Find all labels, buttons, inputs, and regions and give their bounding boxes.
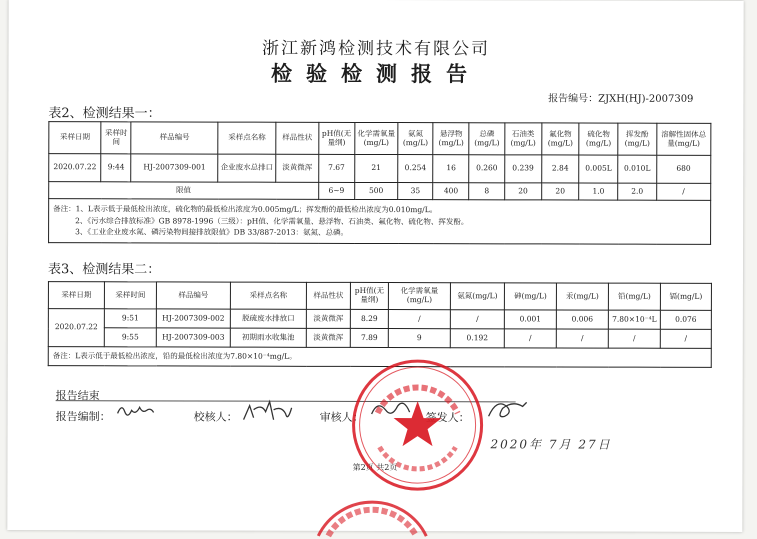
limit-cell: 6~9 [318,182,354,199]
header-cell: pH值(无量纲) [318,122,354,154]
cell: 2020.07.22 [49,154,101,182]
header-cell: 镉(mg/L) [660,283,711,310]
cell: 0.260 [469,155,504,183]
header-cell: 化学需氧量(mg/L) [355,122,398,154]
compiler-signature [116,401,156,419]
approver-label: 签发人： [425,411,470,425]
limit-cell: 20 [504,183,541,200]
cell: 7.80×10⁻⁴L [608,310,660,329]
cell: 0.010L [618,155,656,183]
cell: 淡黄微浑 [306,309,350,328]
header-cell: 采样点名称 [230,282,306,309]
header-cell: 总磷(mg/L) [469,123,504,155]
header-cell: 石油类(mg/L) [504,123,541,155]
header-cell: 氟化物(mg/L) [542,123,579,155]
cell: 21 [355,154,398,182]
header-cell: 采样日期 [49,122,101,154]
header-cell: 溶解性固体总量(mg/L) [656,123,711,155]
cell: 9:55 [104,328,156,347]
limit-row [49,182,711,201]
cell: 9:44 [101,154,131,182]
sample-date: 2020.07.22 [48,309,104,347]
notes-row [49,199,711,245]
cell: 0.254 [398,155,433,183]
cell: 初期雨水收集池 [230,328,306,347]
cell: 8.29 [350,309,388,328]
report-date: 2020年 7月 27日 [490,437,612,452]
cell: 9:51 [104,309,156,328]
header-cell: 汞(mg/L) [556,283,608,310]
cell: 680 [656,155,710,183]
cell: 7.89 [350,328,388,347]
checker-label: 校核人： [193,410,238,424]
limit-cell: 8 [469,183,504,200]
limit-cell: / [656,183,710,200]
cell: 0.001 [504,310,556,329]
header-cell: 挥发酚(mg/L) [618,123,656,155]
limit-cell: 500 [354,182,397,199]
report-page [7,0,743,532]
approver-signature [483,396,531,422]
cell: HJ-2007309-002 [156,309,230,328]
header-cell: 采样点名称 [218,122,276,154]
limit-cell: 20 [542,183,579,200]
table-row [48,328,711,349]
cell: 7.67 [318,154,354,182]
header-cell: 铅(mg/L) [608,283,660,310]
limit-cell: 1.0 [579,183,618,200]
page-number: 第2页 共2页 [352,462,398,473]
cell: 0.076 [660,310,711,329]
header-cell: 采样日期 [48,282,104,309]
reviewer-label: 审核人： [319,410,364,424]
header-cell: 硫化物(mg/L) [579,123,618,155]
table2-title: 表2、检测结果一： [48,106,161,122]
header-cell: 砷(mg/L) [504,283,556,310]
cell: / [608,329,660,348]
note-line: 2、《污水综合排放标准》GB 8978-1996（三级）：pH值、化学需氧量、悬浮物、石油类、氟化物、硫化物、挥发酚。 [75,215,469,226]
header-cell: 样品编号 [131,122,218,154]
cell: 9 [388,329,450,348]
cell: 0.239 [504,155,541,183]
table3-header-row [48,282,711,311]
table2-notes [49,199,711,245]
note-line: 3、《工业企业废水氮、磷污染物间接排放限值》DB 33/887-2013：氨氮、总磷。 [75,227,349,238]
company-name: 浙江新鸿检测技术有限公司 [262,38,491,60]
header-cell: 氨氮(mg/L) [398,123,433,155]
limit-cell: 400 [433,183,469,200]
cell: 0.192 [450,329,504,348]
cell: / [660,329,711,348]
header-cell: 样品编号 [156,282,230,309]
table-row [48,309,711,330]
table-row [49,154,711,184]
note-line: 备注：1、L表示低于最低检出浓度，硫化物的最低检出浓度为0.005mg/L；挥发酚的最低检出浓度为0.010mg/L。 [53,204,438,215]
cell: 淡黄微浑 [306,328,350,347]
header-cell: 采样时间 [101,122,131,154]
cell: 淡黄微浑 [276,154,318,182]
cell: 0.006 [556,310,608,329]
report-title: 检验检测报告 [270,60,482,87]
cell: 2.84 [542,155,579,183]
cell: 企业废水总排口 [218,154,276,182]
header-cell: 样品性状 [306,282,350,309]
table3-note: 备注：L表示低于最低检出浓度，铅的最低检出浓度为7.80×10⁻⁴mg/L。 [48,347,711,367]
official-seal [347,355,487,495]
results-table-1 [48,121,711,245]
limit-label: 限值 [49,182,319,200]
header-cell: 氨氮(mg/L) [450,283,504,310]
report-end: 报告结束 [55,389,100,403]
cell: / [556,329,608,348]
compiler-label: 报告编制： [55,410,111,424]
cell: 0.005L [579,155,618,183]
header-cell: pH值(无量纲) [350,282,388,309]
table3-title: 表3、检测结果二： [47,262,161,278]
header-cell: 采样时间 [104,282,156,309]
cell: HJ-2007309-001 [131,154,218,182]
limit-cell: 35 [398,183,433,200]
seal-edge [312,478,432,538]
cell: 16 [433,155,469,183]
cell: 脱硫废水排放口 [230,309,306,328]
cell: / [450,310,504,329]
report-number: 报告编号：ZJXH(HJ)-2007309 [548,93,694,105]
cell: / [388,310,450,329]
cell: HJ-2007309-003 [156,328,230,347]
checker-signature [240,398,296,428]
header-cell: 化学需氧量(mg/L) [388,283,450,310]
table2-header-row [49,122,711,156]
limit-cell: 2.0 [618,183,656,200]
cell: / [504,329,556,348]
header-cell: 样品性状 [276,122,318,154]
header-cell: 悬浮物(mg/L) [433,123,469,155]
